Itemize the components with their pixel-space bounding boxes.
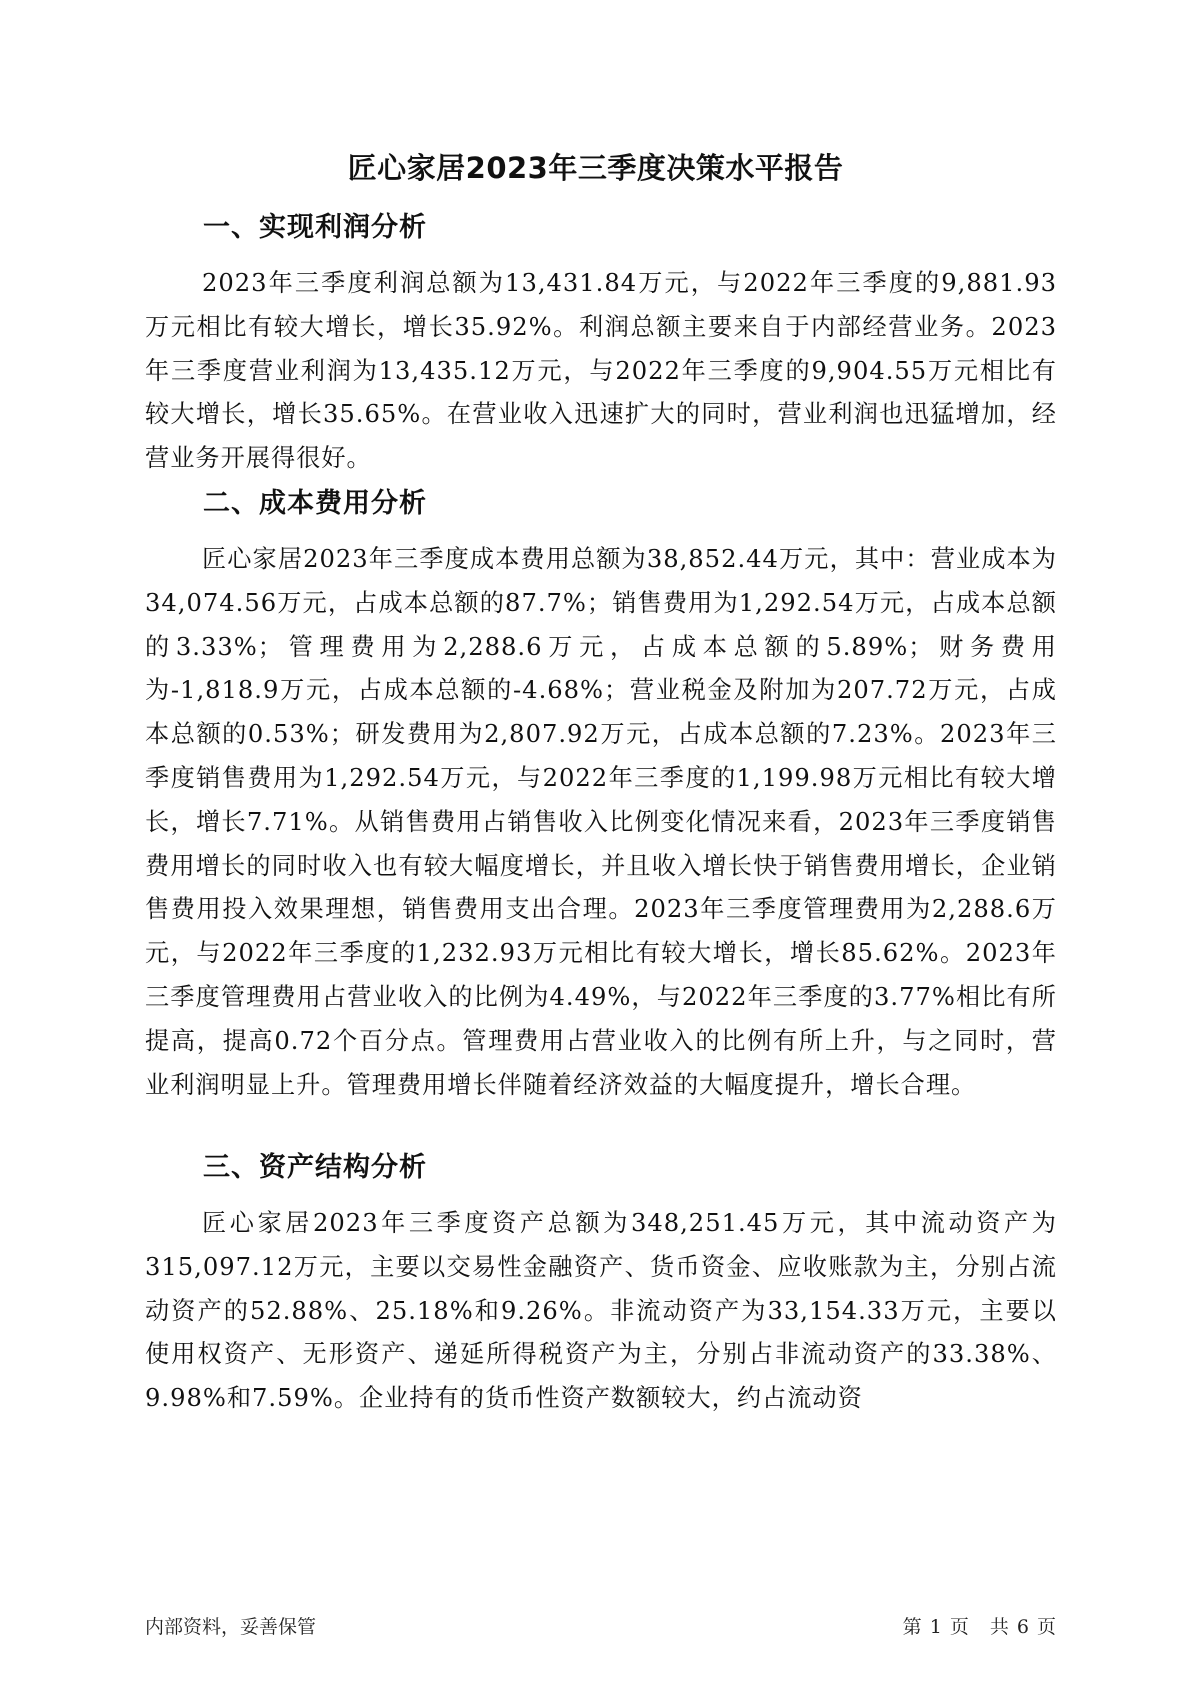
paragraph-assets: 匠心家居2023年三季度资产总额为348,251.45万元，其中流动资产为315,097.12万元，主要以交易性金融资产、货币资金、应收账款为主，分别占流动资产的52.88%、25.18%和9.26%。非流动资产为33,154.33万元，主要以使用权资产、无形资产、递延所得税资产为主，分别占非流动资产的33.38%、9.98%和7.59%。企业持有的货币性资产数额较大，约占流动资 (145, 1209, 1057, 1413)
page-title: 匠心家居2023年三季度决策水平报告 (347, 151, 844, 185)
section-heading-cost: 二、成本费用分析 (203, 488, 427, 519)
footer-page-number: 第 1 页 共 6 页 (902, 1616, 1057, 1638)
section-heading-assets: 三、资产结构分析 (203, 1152, 427, 1183)
footer-confidential-note: 内部资料，妥善保管 (145, 1616, 317, 1638)
paragraph-cost: 匠心家居2023年三季度成本费用总额为38,852.44万元，其中：营业成本为34,074.56万元，占成本总额的87.7%；销售费用为1,292.54万元，占成本总额的3.33%；管理费用为2,288.6万元，占成本总额的5.89%；财务费用为-1,818.9万元，占成本总额的-4.68%；营业税金及附加为207.72万元，占成本总额的0.53%；研发费用为2,807.92万元，占成本总额的7.23%。2023年三季度销售费用为1,292.54万元，与2022年三季度的1,199.98万元相比有较大增长，增长7.71%。从销售费用占销售收入比例变化情况来看，2023年三季度销售费用增长的同时收入也有较大幅度增长，并且收入增长快于销售费用增长，企业销售费用投入效果理想，销售费用支出合理。2023年三季度管理费用为2,288.6万元，与2022年三季度的1,232.93万元相比有较大增长，增长85.62%。2023年三季度管理费用占营业收入的比例为4.49%，与2022年三季度的3.77%相比有所提高，提高0.72个百分点。管理费用占营业收入的比例有所上升，与之同时，营业利润明显上升。管理费用增长伴随着经济效益的大幅度提升，增长合理。 (145, 545, 1057, 1099)
paragraph-profit: 2023年三季度利润总额为13,431.84万元，与2022年三季度的9,881.93万元相比有较大增长，增长35.92%。利润总额主要来自于内部经营业务。2023年三季度营业利润为13,435.12万元，与2022年三季度的9,904.55万元相比有较大增长，增长35.65%。在营业收入迅速扩大的同时，营业利润也迅猛增加，经营业务开展得很好。 (145, 269, 1057, 473)
section-heading-profit: 一、实现利润分析 (203, 212, 427, 243)
